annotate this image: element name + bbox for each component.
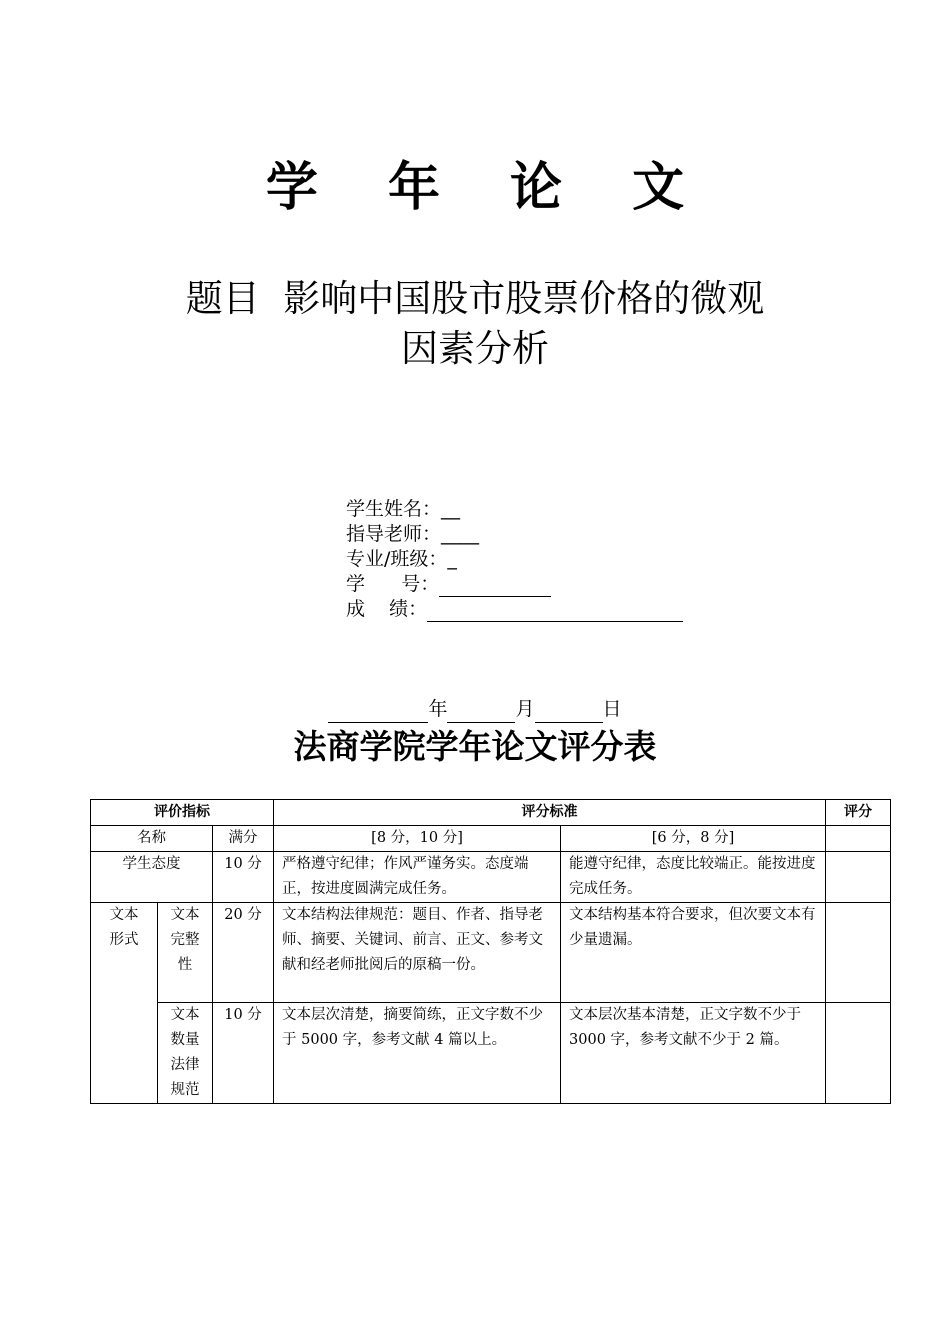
score-table-title: 法商学院学年论文评分表	[293, 727, 657, 766]
row-name: 学生态度	[91, 852, 213, 903]
grade-label: 成 绩：	[346, 598, 428, 620]
day-blank	[535, 702, 603, 723]
paper-subject	[0, 274, 950, 374]
subject-line-1: 题目 影响中国股市股票价格的微观	[185, 277, 765, 320]
row-name: 文本数量法律规范	[158, 1003, 213, 1104]
col-name: 名称	[91, 826, 213, 852]
month-label: 月	[515, 698, 535, 720]
month-blank	[447, 702, 515, 723]
col-full-score: 满分	[213, 826, 274, 852]
row-score-cell	[826, 852, 891, 903]
score-table	[90, 799, 891, 1104]
row-score-cell	[826, 1003, 891, 1104]
col-range-mid: [6 分，8 分]	[561, 826, 826, 852]
table-row	[91, 852, 891, 903]
header-score: 评分	[826, 800, 891, 826]
major-row	[346, 547, 683, 572]
row-score-cell	[826, 903, 891, 1003]
table-header-row	[91, 800, 891, 826]
row-full-score: 10 分	[213, 852, 274, 903]
advisor-label: 指导老师：	[346, 523, 442, 545]
paper-title: 学 年 论 文	[265, 158, 711, 218]
day-label: 日	[602, 698, 622, 720]
student-name-row	[346, 497, 683, 522]
advisor-value: ____	[441, 523, 480, 545]
grade-blank	[427, 601, 683, 622]
header-standard: 评分标准	[274, 800, 826, 826]
row-standard-high: 文本结构法律规范：题目、作者、指导老师、摘要、关键词、前言、正文、参考文献和经老师批阅后的原稿一份。	[274, 903, 561, 1003]
header-indicator: 评价指标	[91, 800, 274, 826]
year-blank	[328, 702, 428, 723]
grade-row	[346, 597, 683, 622]
row-standard-high: 严格遵守纪律；作风严谨务实。态度端正，按进度圆满完成任务。	[274, 852, 561, 903]
student-id-blank	[439, 576, 551, 597]
row-standard-mid: 能遵守纪律，态度比较端正。能按进度完成任务。	[561, 852, 826, 903]
row-standard-mid: 文本层次基本清楚，正文字数不少于 3000 字，参考文献不少于 2 篇。	[561, 1003, 826, 1104]
major-label: 专业/班级：	[346, 548, 448, 570]
col-range-high: [8 分，10 分]	[274, 826, 561, 852]
student-name-label: 学生姓名：	[346, 498, 442, 520]
major-value: _	[447, 548, 457, 570]
student-info-block	[346, 497, 683, 622]
row-standard-mid: 文本结构基本符合要求，但次要文本有少量遗漏。	[561, 903, 826, 1003]
date-line	[0, 695, 950, 723]
col-score-blank	[826, 826, 891, 852]
advisor-row	[346, 522, 683, 547]
row-name: 文本完整性	[158, 903, 213, 1003]
year-label: 年	[428, 698, 448, 720]
table-row	[91, 903, 891, 1003]
table-row	[91, 1003, 891, 1104]
row-full-score: 20 分	[213, 903, 274, 1003]
subject-line-2: 因素分析	[401, 327, 549, 370]
student-name-value: __	[441, 498, 461, 520]
group-label: 文本形式	[91, 903, 158, 1104]
table-subheader-row	[91, 826, 891, 852]
student-id-row	[346, 572, 683, 597]
row-full-score: 10 分	[213, 1003, 274, 1104]
student-id-label: 学 号：	[346, 573, 440, 595]
row-standard-high: 文本层次清楚，摘要简练，正文字数不少于 5000 字，参考文献 4 篇以上。	[274, 1003, 561, 1104]
